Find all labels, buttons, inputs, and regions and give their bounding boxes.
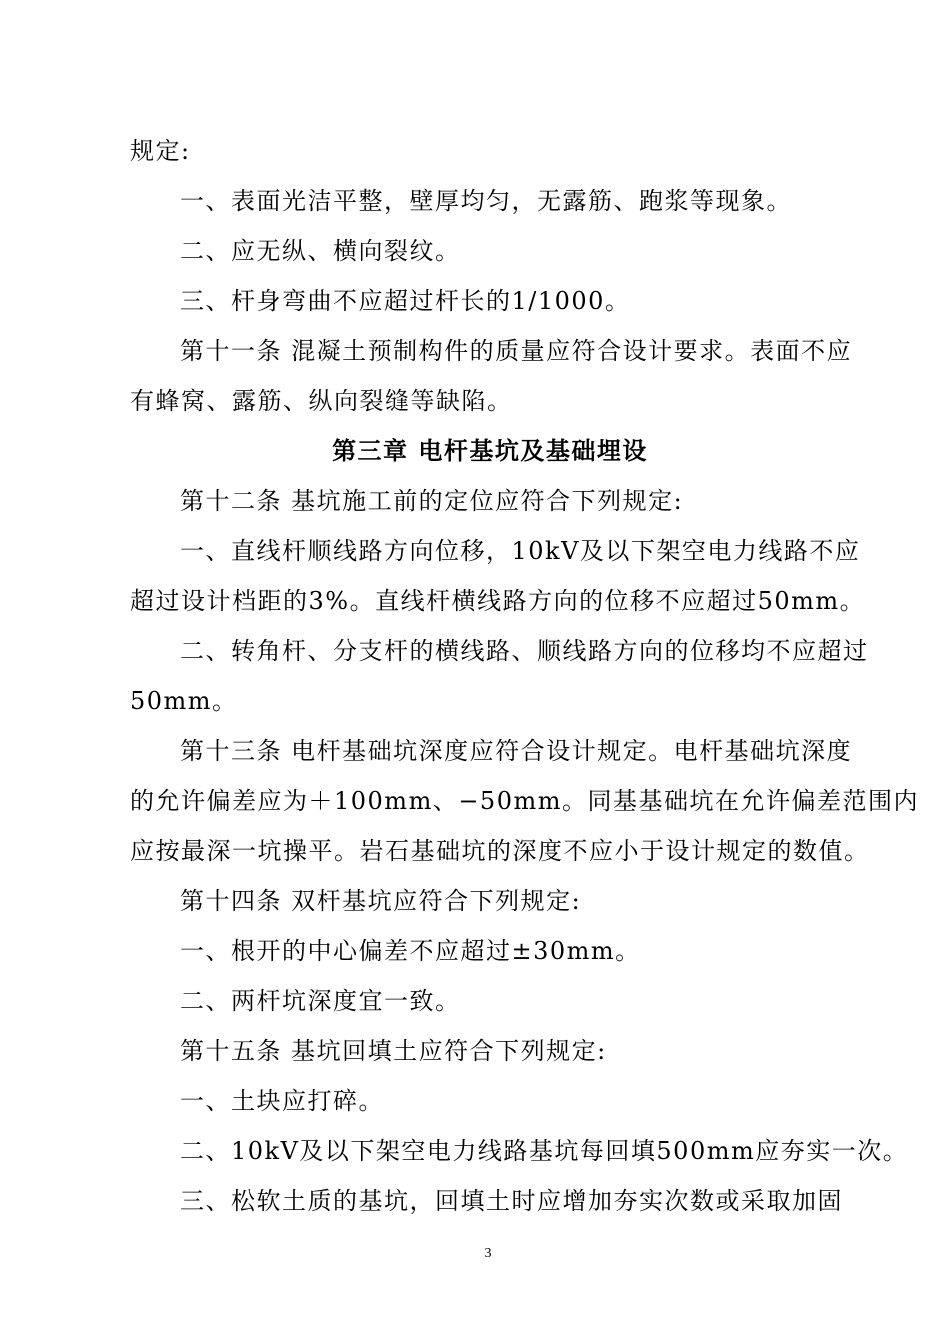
text-line: 超过设计档距的3%。直线杆横线路方向的位移不应超过50mm。 <box>130 587 866 615</box>
text-line: 50mm。 <box>130 687 238 715</box>
text-line: 一、表面光洁平整，壁厚均匀，无露筋、跑浆等现象。 <box>180 187 792 215</box>
text-line: 二、两杆坑深度宜一致。 <box>180 987 461 1015</box>
text-line: 二、转角杆、分支杆的横线路、顺线路方向的位移均不应超过 <box>180 637 869 665</box>
text-line: 规定: <box>130 137 191 165</box>
text-line: 二、应无纵、横向裂纹。 <box>180 237 461 265</box>
text-line: 第十四条 双杆基坑应符合下列规定: <box>180 887 582 915</box>
text-line: 一、直线杆顺线路方向位移，10kV及以下架空电力线路不应 <box>180 537 861 565</box>
text-line: 的允许偏差应为＋100mm、−50mm。同基基础坑在允许偏差范围内 <box>130 787 919 815</box>
text-line: 一、土块应打碎。 <box>180 1087 384 1115</box>
page-number: 3 <box>484 1246 492 1261</box>
text-line: 三、松软土质的基坑，回填土时应增加夯实次数或采取加固 <box>180 1187 843 1215</box>
text-line: 二、10kV及以下架空电力线路基坑每回填500mm应夯实一次。 <box>180 1137 909 1165</box>
chapter-heading: 第三章 电杆基坑及基础埋设 <box>332 437 648 465</box>
text-line: 三、杆身弯曲不应超过杆长的1/1000。 <box>180 287 631 315</box>
text-line: 第十一条 混凝土预制构件的质量应符合设计要求。表面不应 <box>180 337 853 365</box>
text-line: 应按最深一坑操平。岩石基础坑的深度不应小于设计规定的数值。 <box>130 837 870 865</box>
text-line: 有蜂窝、露筋、纵向裂缝等缺陷。 <box>130 387 513 415</box>
text-line: 第十二条 基坑施工前的定位应符合下列规定: <box>180 487 684 515</box>
text-line: 第十三条 电杆基础坑深度应符合设计规定。电杆基础坑深度 <box>180 737 853 765</box>
text-line: 一、根开的中心偏差不应超过±30mm。 <box>180 937 641 965</box>
text-line: 第十五条 基坑回填土应符合下列规定: <box>180 1037 607 1065</box>
